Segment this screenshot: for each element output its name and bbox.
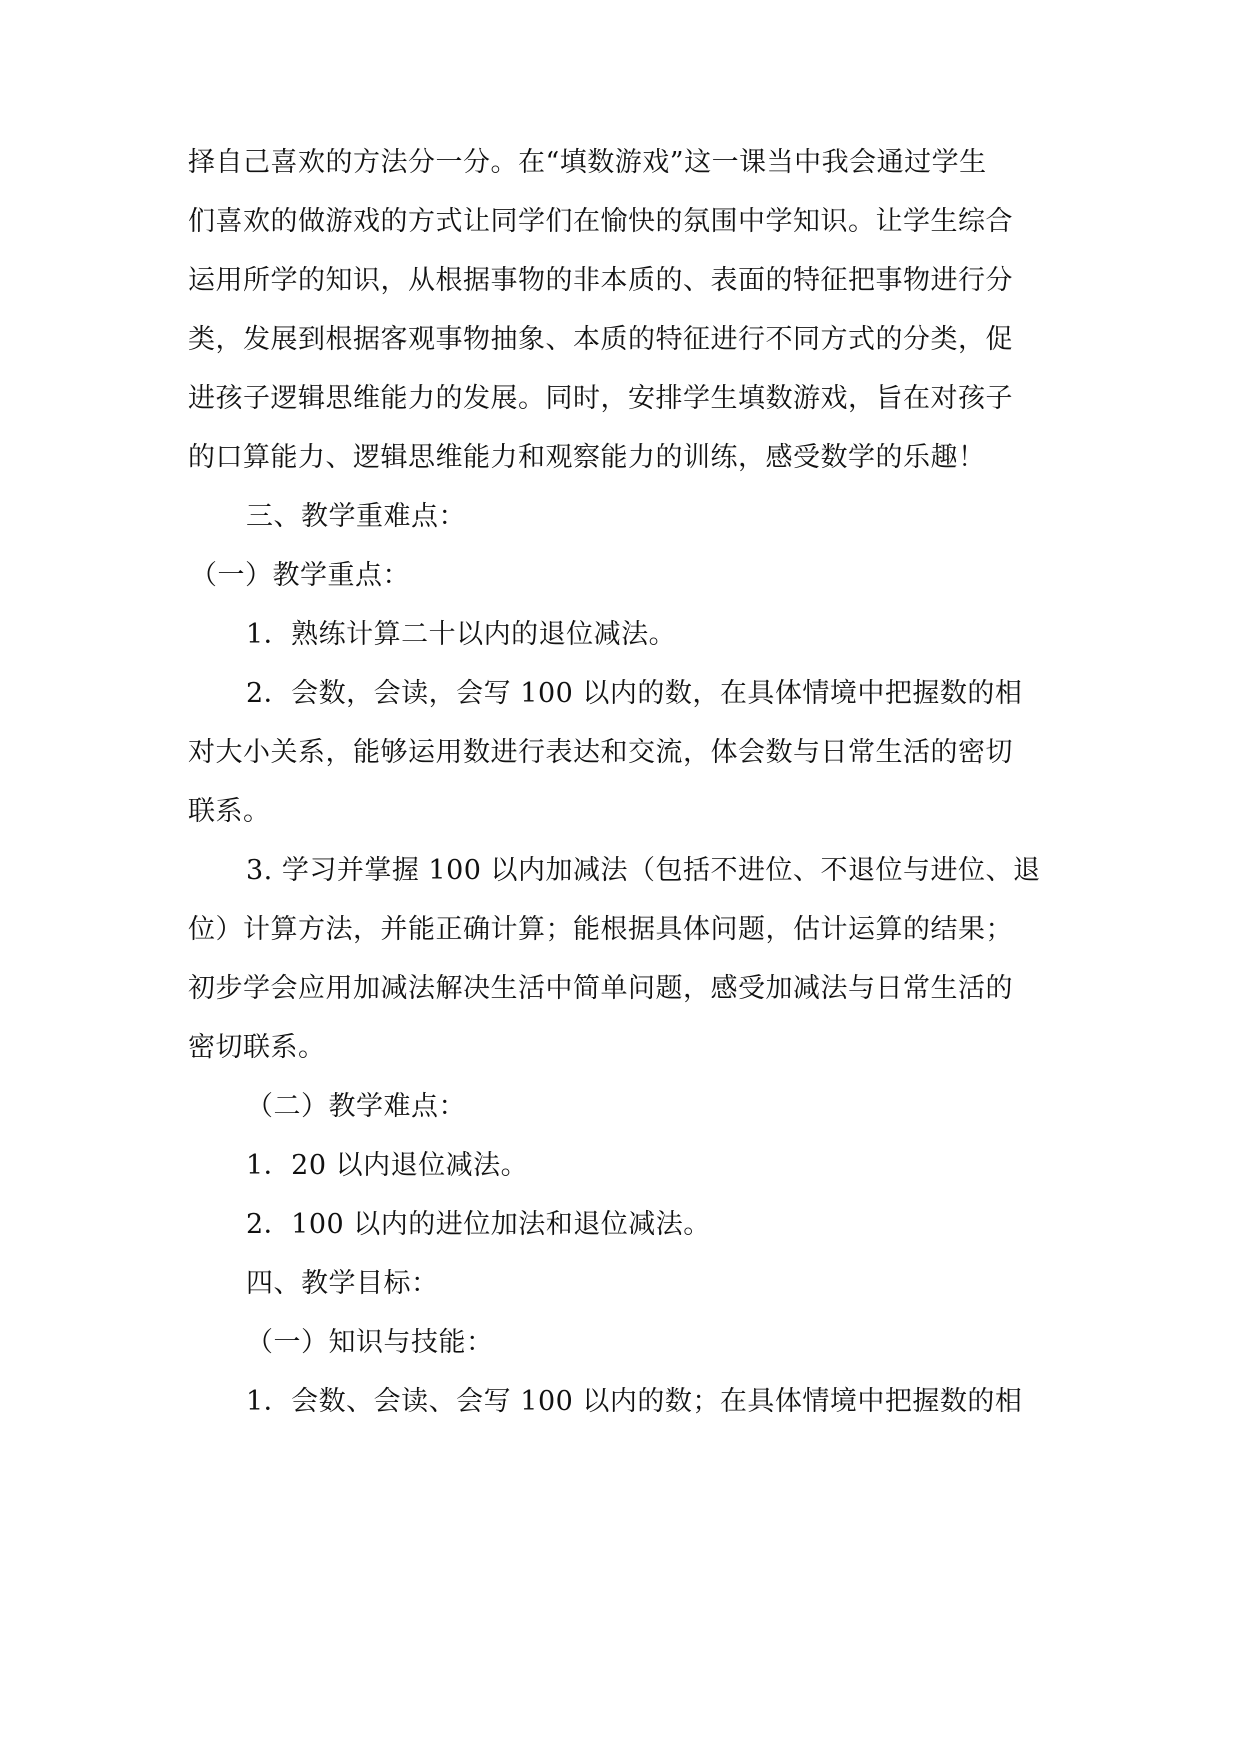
paragraph-line: 们喜欢的做游戏的方式让同学们在愉快的氛围中学知识。让学生综合 (188, 206, 1013, 237)
subsection-heading: （二）教学难点： (246, 1091, 466, 1122)
paragraph-line: 位）计算方法，并能正确计算；能根据具体问题，估计运算的结果； (188, 914, 1013, 945)
list-item: 2．100 以内的进位加法和退位减法。 (246, 1209, 711, 1240)
paragraph-line: 联系。 (188, 796, 271, 827)
paragraph-line: 择自己喜欢的方法分一分。在“填数游戏”这一课当中我会通过学生 (188, 147, 987, 178)
subsection-heading: （一）知识与技能： (246, 1327, 494, 1358)
paragraph-line: 密切联系。 (188, 1032, 326, 1063)
paragraph-line: 进孩子逻辑思维能力的发展。同时，安排学生填数游戏，旨在对孩子 (188, 383, 1013, 414)
paragraph-line: 类，发展到根据客观事物抽象、本质的特征进行不同方式的分类，促 (188, 324, 1013, 355)
section-heading: 三、教学重难点： (246, 501, 466, 532)
list-item: 1．熟练计算二十以内的退位减法。 (246, 619, 677, 650)
list-item: 2．会数，会读，会写 100 以内的数，在具体情境中把握数的相 (246, 678, 1023, 709)
paragraph-line: 的口算能力、逻辑思维能力和观察能力的训练，感受数学的乐趣！ (188, 442, 986, 473)
paragraph-line: 运用所学的知识，从根据事物的非本质的、表面的特征把事物进行分 (188, 265, 1013, 296)
paragraph-line: 对大小关系，能够运用数进行表达和交流，体会数与日常生活的密切 (188, 737, 1013, 768)
list-item: 3. 学习并掌握 100 以内加减法（包括不进位、不退位与进位、退 (246, 855, 1041, 886)
subsection-heading: （一）教学重点： (190, 560, 410, 591)
list-item: 1．会数、会读、会写 100 以内的数；在具体情境中把握数的相 (246, 1386, 1023, 1417)
section-heading: 四、教学目标： (246, 1268, 439, 1299)
paragraph-line: 初步学会应用加减法解决生活中简单问题，感受加减法与日常生活的 (188, 973, 1013, 1004)
list-item: 1．20 以内退位减法。 (246, 1150, 529, 1181)
